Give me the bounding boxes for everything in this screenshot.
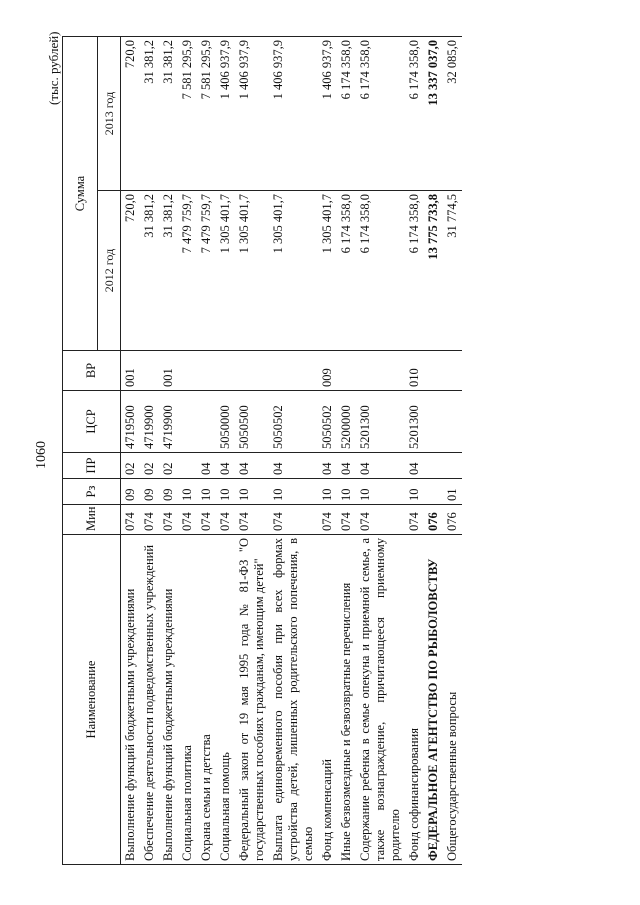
row-sum-2013: 1 406 937,9 [235,37,269,191]
row-pr: 04 [235,453,269,479]
row-sum-2013: 31 381,2 [140,37,159,191]
row-csr: 4719900 [140,391,159,453]
row-pr: 04 [405,453,424,479]
row-name: Иные безвозмездные и безвозвратные перечисления [337,535,356,865]
row-name: ФЕДЕРАЛЬНОЕ АГЕНТСТВО ПО РЫБОЛОВСТВУ [424,535,443,865]
table-row [405,37,424,865]
row-rz [424,479,443,505]
row-sum-2012: 7 479 759,7 [178,191,197,351]
row-vr [443,351,462,391]
units-label: (тыс. рублей) [46,31,61,105]
row-sum-2013: 7 581 295,9 [197,37,216,191]
row-sum-2013: 13 337 037,0 [424,37,443,191]
row-name: Выполнение функций бюджетными учреждениями [159,535,178,865]
row-pr: 02 [121,453,141,479]
header-2013: 2013 год [98,37,121,191]
row-sum-2012: 1 305 401,7 [216,191,235,351]
row-sum-2013: 6 174 358,0 [356,37,405,191]
row-sum-2012: 720,0 [121,191,141,351]
row-rz: 10 [235,479,269,505]
row-min: 074 [235,505,269,535]
row-min: 074 [216,505,235,535]
table-row [159,37,178,865]
row-csr: 4719500 [121,391,141,453]
table-row [121,37,141,865]
row-name: Выплата единовременного пособия при всех формах устройства детей, лишенных родительского попечения, в семью [269,535,318,865]
row-name: Федеральный закон от 19 мая 1995 года № 81-ФЗ "О государственных пособиях гражданам, имеющим детей" [235,535,269,865]
header-sum: Сумма [63,37,98,351]
row-min: 074 [337,505,356,535]
header-min: Мин [63,505,121,535]
table-row [443,37,462,865]
row-vr [337,351,356,391]
row-csr: 5201300 [405,391,424,453]
row-csr [197,391,216,453]
row-vr [269,351,318,391]
row-csr: 5050502 [318,391,337,453]
row-min: 074 [318,505,337,535]
row-min: 074 [197,505,216,535]
table-row [178,37,197,865]
header-rz: Рз [63,479,121,505]
row-min: 074 [140,505,159,535]
row-rz: 10 [318,479,337,505]
row-sum-2013: 1 406 937,9 [216,37,235,191]
budget-table [62,36,462,865]
row-name: Фонд компенсаций [318,535,337,865]
row-rz: 10 [178,479,197,505]
row-sum-2013: 1 406 937,9 [318,37,337,191]
row-vr: 001 [121,351,141,391]
row-sum-2012: 6 174 358,0 [405,191,424,351]
row-sum-2012: 1 305 401,7 [318,191,337,351]
row-sum-2013: 32 085,0 [443,37,462,191]
row-vr [178,351,197,391]
row-csr: 5050000 [216,391,235,453]
row-sum-2012: 13 775 733,8 [424,191,443,351]
row-min: 074 [405,505,424,535]
row-name: Выполнение функций бюджетными учреждениями [121,535,141,865]
row-vr [140,351,159,391]
table-body [121,37,463,865]
page-number: 1060 [34,441,49,469]
row-pr [178,453,197,479]
row-pr: 04 [318,453,337,479]
row-min: 074 [178,505,197,535]
row-sum-2012: 31 381,2 [140,191,159,351]
row-sum-2013: 31 381,2 [159,37,178,191]
table-row [318,37,337,865]
header-name: Наименование [63,535,121,865]
row-vr [356,351,405,391]
header-2012: 2012 год [98,191,121,351]
row-name: Социальная политика [178,535,197,865]
row-pr: 02 [159,453,178,479]
row-rz: 10 [337,479,356,505]
row-csr [178,391,197,453]
header-vr: ВР [63,351,121,391]
row-sum-2012: 6 174 358,0 [337,191,356,351]
row-sum-2013: 720,0 [121,37,141,191]
row-sum-2013: 7 581 295,9 [178,37,197,191]
row-min: 074 [269,505,318,535]
table-row [140,37,159,865]
row-pr: 04 [356,453,405,479]
row-rz: 10 [197,479,216,505]
row-vr [235,351,269,391]
row-min: 076 [424,505,443,535]
row-sum-2013: 6 174 358,0 [405,37,424,191]
table-row [269,37,318,865]
row-min: 074 [356,505,405,535]
row-rz: 09 [121,479,141,505]
row-pr: 04 [337,453,356,479]
row-min: 074 [159,505,178,535]
row-rz: 10 [216,479,235,505]
row-vr: 010 [405,351,424,391]
row-sum-2012: 1 305 401,7 [269,191,318,351]
row-vr [216,351,235,391]
row-csr [443,391,462,453]
table-row [216,37,235,865]
row-rz: 10 [356,479,405,505]
row-sum-2013: 1 406 937,9 [269,37,318,191]
row-rz: 10 [405,479,424,505]
row-name: Фонд софинансирования [405,535,424,865]
row-rz: 09 [159,479,178,505]
row-sum-2013: 6 174 358,0 [337,37,356,191]
table-row [337,37,356,865]
row-sum-2012: 31 774,5 [443,191,462,351]
row-csr [424,391,443,453]
row-sum-2012: 31 381,2 [159,191,178,351]
row-rz: 09 [140,479,159,505]
row-sum-2012: 7 479 759,7 [197,191,216,351]
table-row [356,37,405,865]
row-pr [424,453,443,479]
row-csr: 4719900 [159,391,178,453]
header-csr: ЦСР [63,391,121,453]
header-pr: ПР [63,453,121,479]
row-pr: 02 [140,453,159,479]
row-vr [424,351,443,391]
row-name: Общегосударственные вопросы [443,535,462,865]
row-name: Социальная помощь [216,535,235,865]
row-vr: 009 [318,351,337,391]
row-rz: 01 [443,479,462,505]
row-min: 076 [443,505,462,535]
row-vr: 001 [159,351,178,391]
row-csr: 5050502 [269,391,318,453]
row-csr: 5200000 [337,391,356,453]
row-name: Обеспечение деятельности подведомственных учреждений [140,535,159,865]
row-name: Охрана семьи и детства [197,535,216,865]
table-row [197,37,216,865]
row-csr: 5050500 [235,391,269,453]
row-pr [443,453,462,479]
table-row [235,37,269,865]
row-rz: 10 [269,479,318,505]
row-vr [197,351,216,391]
row-name: Содержание ребенка в семье опекуна и приемной семье, а также вознаграждение, причитающееся приемному родителю [356,535,405,865]
row-pr: 04 [197,453,216,479]
row-sum-2012: 1 305 401,7 [235,191,269,351]
row-csr: 5201300 [356,391,405,453]
row-min: 074 [121,505,141,535]
row-pr: 04 [269,453,318,479]
row-pr: 04 [216,453,235,479]
row-sum-2012: 6 174 358,0 [356,191,405,351]
table-row [424,37,443,865]
